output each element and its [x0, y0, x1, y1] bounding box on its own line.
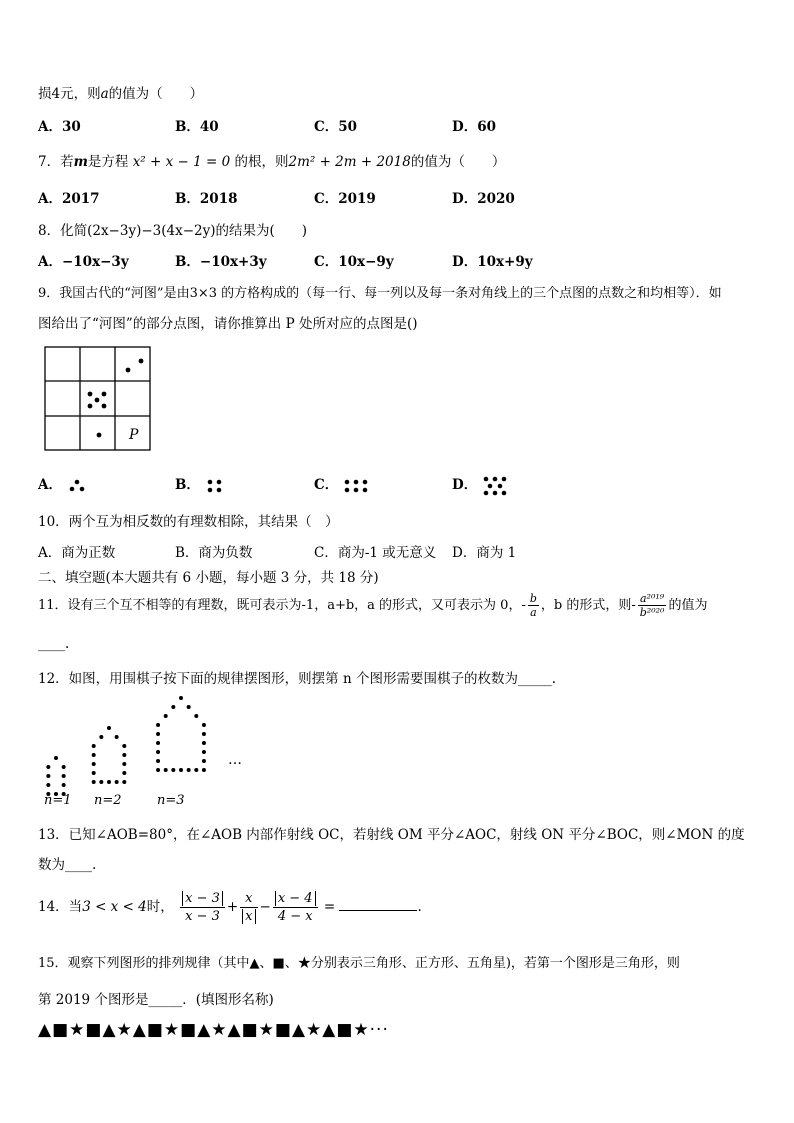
option-c: C．10x−9y	[314, 254, 394, 270]
option-b: B．2018	[175, 191, 238, 207]
option-d: D．商为 1	[452, 545, 517, 561]
go-stone	[122, 744, 126, 748]
question-13-line2: 数为____.	[38, 857, 97, 873]
question-8: 8．化简(2x−3y)−3(4x−2y)的结果为( )	[38, 223, 308, 239]
go-stone	[92, 780, 96, 784]
go-stone	[179, 696, 183, 700]
option-c: C．商为-1 或无意义	[314, 545, 437, 561]
go-stone	[202, 723, 206, 727]
go-stone	[164, 768, 168, 772]
go-stone	[122, 762, 126, 766]
go-stone	[107, 780, 111, 784]
go-stone	[122, 753, 126, 757]
go-stone	[202, 732, 206, 736]
go-stone	[202, 750, 206, 754]
go-stone	[156, 723, 160, 727]
go-stone	[202, 741, 206, 745]
question-12: 12．如图，用围棋子按下面的规律摆图形，则摆第 n 个图形需要围棋子的枚数为_____.	[38, 671, 556, 687]
option-a: A．30	[38, 119, 81, 135]
p-label: P	[129, 427, 139, 443]
ellipsis: …	[228, 752, 242, 768]
go-stone	[62, 774, 66, 778]
go-stone	[62, 783, 66, 787]
go-stone	[187, 705, 191, 709]
question-15-line1: 15．观察下列图形的排列规律（其中▲、■、★分别表示三角形、正方形、五角星)，若第一个图形是三角形，则	[38, 956, 680, 971]
go-stone	[92, 771, 96, 775]
go-stone	[156, 768, 160, 772]
go-stone	[171, 768, 175, 772]
option-c: C．	[314, 473, 371, 494]
go-stone	[194, 714, 198, 718]
go-stone	[46, 765, 50, 769]
go-stone	[179, 768, 183, 772]
four-dots-icon	[205, 478, 225, 494]
shape-sequence: ▲■★■▲★▲■★■▲★▲■★■▲★▲■★···	[38, 1020, 389, 1040]
go-stone	[164, 714, 168, 718]
label-n2: n=2	[94, 793, 122, 808]
label-n1: n=1	[44, 793, 72, 808]
section-heading: 二、填空题(本大题共有 6 小题，每小题 3 分，共 18 分)	[38, 570, 379, 586]
go-stones-pattern-figure	[40, 692, 270, 810]
go-stone	[107, 726, 111, 730]
go-stone	[115, 735, 119, 739]
question-11: 11．设有三个互不相等的有理数，既可表示为-1，a+b，a 的形式，又可表示为 0，- $\frac{b}{a}$ ，b 的形式，则- $\frac{\text{a²⁰¹⁹}}{\text{b²⁰²⁰}}$ 的值为	[38, 592, 708, 619]
option-d: D．2020	[452, 191, 515, 207]
go-stone	[156, 759, 160, 763]
label-n3: n=3	[157, 793, 185, 808]
go-stone	[156, 741, 160, 745]
go-stone	[54, 756, 58, 760]
question-13-line1: 13．已知∠AOB=80°，在∠AOB 内部作射线 OC，若射线 OM 平分∠AOC，射线 ON 平分∠BOC，则∠MON 的度	[38, 827, 745, 843]
hetu-grid-figure	[44, 346, 152, 452]
go-stone	[202, 759, 206, 763]
go-stone	[171, 705, 175, 709]
go-stone	[187, 768, 191, 772]
go-stone	[62, 765, 66, 769]
six-dots-icon	[343, 478, 371, 494]
option-b: B．−10x+3y	[175, 254, 267, 270]
option-b: B．	[175, 473, 225, 494]
option-a: A．2017	[38, 191, 100, 207]
three-dots-icon	[67, 479, 87, 493]
seven-dots-icon	[482, 476, 510, 496]
option-a: A．	[38, 473, 87, 493]
option-d: D．60	[452, 119, 496, 135]
go-stone	[156, 750, 160, 754]
option-c: C．50	[314, 119, 358, 135]
go-stone	[156, 732, 160, 736]
option-d: D．	[452, 473, 510, 496]
question-14: 14．当3 < x < 4时， $\frac{x - 3}{x - 3}$ + $\frac{x}{x}$ − $\frac{x - 4}{4 - x}$ = .	[38, 891, 422, 924]
go-stone	[99, 735, 103, 739]
go-stone	[92, 753, 96, 757]
question-9-line1: 9．我国古代的“河图”是由3×3 的方格构成的（每一行、每一列以及每一条对角线上的三个点图的点数之和均相等）．如	[38, 286, 722, 301]
question-7: 7．若m是方程 x² + x − 1 = 0 的根，则2m² + 2m + 2018的值为（ ）	[38, 154, 506, 170]
go-stone	[122, 771, 126, 775]
go-stone	[46, 783, 50, 787]
question-10: 10．两个互为相反数的有理数相除，其结果（ ）	[38, 514, 339, 530]
go-stone	[99, 780, 103, 784]
q6-tail: 损4元，则a的值为（ ）	[38, 86, 204, 102]
go-stone	[202, 768, 206, 772]
option-b: B．商为负数	[175, 545, 253, 561]
option-a: A．−10x−3y	[38, 254, 129, 270]
go-stone	[122, 780, 126, 784]
question-15-line2: 第 2019 个图形是_____．(填图形名称)	[38, 992, 274, 1008]
go-stone	[46, 774, 50, 778]
question-11-blank: ____.	[38, 636, 70, 652]
option-c: C．2019	[314, 191, 376, 207]
question-9-line2: 图给出了“河图”的部分点图，请你推算出 P 处所对应的点图是()	[38, 316, 418, 332]
option-a: A．商为正数	[38, 545, 116, 561]
go-stone	[92, 744, 96, 748]
option-d: D．10x+9y	[452, 254, 533, 270]
go-stone	[92, 762, 96, 766]
go-stone	[115, 780, 119, 784]
option-b: B．40	[175, 119, 219, 135]
go-stone	[194, 768, 198, 772]
